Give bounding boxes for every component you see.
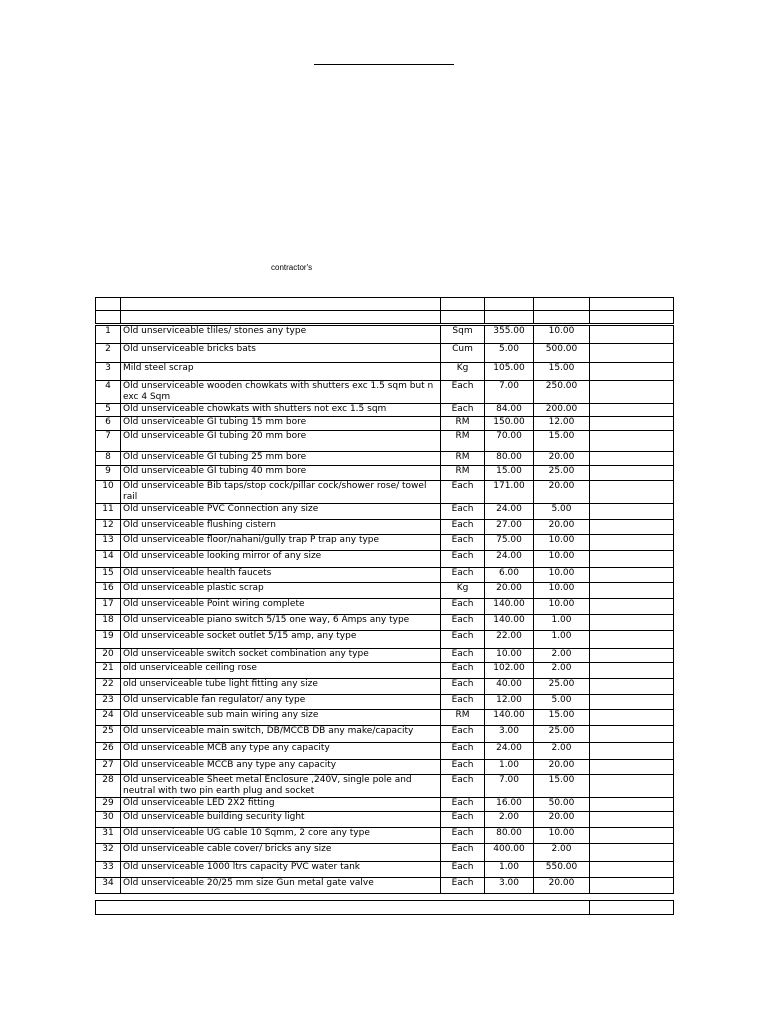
cell-qty: 22.00 — [485, 631, 534, 649]
cell-unit: Each — [441, 862, 485, 878]
cell-description: Old unserviceable floor/nahani/gully trap P trap any type — [121, 535, 441, 551]
header2-cell — [485, 311, 534, 325]
cell-sn: 20 — [96, 649, 121, 663]
table-row — [96, 481, 674, 504]
cell-unit: Each — [441, 520, 485, 535]
header-cell-unit — [441, 298, 485, 311]
header-cell-rate — [534, 298, 590, 311]
table-row — [96, 710, 674, 726]
table-row — [96, 615, 674, 631]
cell-amount — [590, 862, 674, 878]
cell-amount — [590, 649, 674, 663]
table-row — [96, 381, 674, 404]
schedule-table — [95, 297, 674, 894]
cell-unit: Each — [441, 663, 485, 679]
cell-qty: 171.00 — [485, 481, 534, 504]
cell-amount — [590, 535, 674, 551]
cell-amount — [590, 520, 674, 535]
cell-description: Old unserviceable MCB any type any capacity — [121, 743, 441, 760]
cell-qty: 16.00 — [485, 798, 534, 812]
cell-amount — [590, 679, 674, 695]
table-row — [96, 663, 674, 679]
cell-description: Old unserviceable GI tubing 20 mm bore — [121, 431, 441, 452]
cell-qty: 105.00 — [485, 363, 534, 381]
cell-unit: Each — [441, 568, 485, 583]
cell-qty: 20.00 — [485, 583, 534, 599]
cell-description: Old unserviceable tliles/ stones any type — [121, 325, 441, 344]
cell-qty: 10.00 — [485, 649, 534, 663]
cell-qty: 80.00 — [485, 452, 534, 466]
cell-description: Old unserviceable GI tubing 25 mm bore — [121, 452, 441, 466]
cell-amount — [590, 663, 674, 679]
cell-qty: 400.00 — [485, 844, 534, 862]
cell-rate: 10.00 — [534, 583, 590, 599]
table-row — [96, 504, 674, 520]
cell-amount — [590, 404, 674, 417]
cell-description: Mild steel scrap — [121, 363, 441, 381]
cell-description: Old unserviceable Point wiring complete — [121, 599, 441, 615]
cell-qty: 140.00 — [485, 615, 534, 631]
table-row — [96, 583, 674, 599]
cell-description: Old unserviceable health faucets — [121, 568, 441, 583]
cell-qty: 2.00 — [485, 812, 534, 828]
cell-qty: 12.00 — [485, 695, 534, 710]
cell-unit: Each — [441, 798, 485, 812]
cell-unit: RM — [441, 431, 485, 452]
cell-description: Old unserviceable looking mirror of any size — [121, 551, 441, 568]
cell-sn: 14 — [96, 551, 121, 568]
cell-unit: Each — [441, 481, 485, 504]
cell-qty: 6.00 — [485, 568, 534, 583]
cell-unit: Each — [441, 844, 485, 862]
cell-sn: 3 — [96, 363, 121, 381]
total-amount-cell — [590, 901, 674, 915]
cell-description: Old unserviceable wooden chowkats with shutters exc 1.5 sqm but n exc 4 Sqm — [121, 381, 441, 404]
table-row — [96, 431, 674, 452]
cell-description: Old unserviceable GI tubing 15 mm bore — [121, 417, 441, 431]
cell-rate: 20.00 — [534, 452, 590, 466]
cell-unit: Each — [441, 812, 485, 828]
cell-amount — [590, 452, 674, 466]
cell-description: Old unserviceable cable cover/ bricks any size — [121, 844, 441, 862]
cell-sn: 26 — [96, 743, 121, 760]
cell-rate: 5.00 — [534, 504, 590, 520]
cell-description: Old unserviceable flushing cistern — [121, 520, 441, 535]
table-row — [96, 417, 674, 431]
cell-description: Old unserviceable chowkats with shutters not exc 1.5 sqm — [121, 404, 441, 417]
cell-unit: Each — [441, 535, 485, 551]
cell-unit: RM — [441, 466, 485, 481]
title-underline — [314, 64, 454, 65]
cell-rate: 1.00 — [534, 615, 590, 631]
cell-sn: 7 — [96, 431, 121, 452]
cell-rate: 2.00 — [534, 844, 590, 862]
cell-sn: 30 — [96, 812, 121, 828]
header-cell-amount — [590, 298, 674, 311]
cell-sn: 18 — [96, 615, 121, 631]
cell-unit: Each — [441, 381, 485, 404]
cell-amount — [590, 615, 674, 631]
cell-qty: 5.00 — [485, 344, 534, 363]
cell-unit: RM — [441, 710, 485, 726]
cell-unit: Kg — [441, 363, 485, 381]
cell-description: Old unserviceable sub main wiring any size — [121, 710, 441, 726]
cell-unit: Sqm — [441, 325, 485, 344]
cell-unit: Each — [441, 695, 485, 710]
cell-sn: 22 — [96, 679, 121, 695]
cell-description: Old unserviceable UG cable 10 Sqmm, 2 core any type — [121, 828, 441, 844]
cell-unit: Each — [441, 649, 485, 663]
cell-rate: 25.00 — [534, 679, 590, 695]
cell-description: old unserviceable ceiling rose — [121, 663, 441, 679]
cell-description: Old unserviceable MCCB any type any capacity — [121, 760, 441, 775]
cell-qty: 3.00 — [485, 726, 534, 743]
header2-cell — [121, 311, 441, 325]
cell-sn: 10 — [96, 481, 121, 504]
cell-description: old unserviceable tube light fitting any size — [121, 679, 441, 695]
cell-amount — [590, 844, 674, 862]
table-row — [96, 726, 674, 743]
cell-sn: 8 — [96, 452, 121, 466]
table-row — [96, 404, 674, 417]
cell-qty: 1.00 — [485, 862, 534, 878]
table-row — [96, 775, 674, 798]
header-cell-qty — [485, 298, 534, 311]
cell-description: Old unserviceable GI tubing 40 mm bore — [121, 466, 441, 481]
cell-unit: Each — [441, 599, 485, 615]
cell-unit: Each — [441, 775, 485, 798]
cell-qty: 70.00 — [485, 431, 534, 452]
cell-qty: 75.00 — [485, 535, 534, 551]
cell-qty: 24.00 — [485, 504, 534, 520]
cell-rate: 550.00 — [534, 862, 590, 878]
cell-unit: Kg — [441, 583, 485, 599]
cell-qty: 355.00 — [485, 325, 534, 344]
cell-rate: 5.00 — [534, 695, 590, 710]
cell-description: Old unserviceable LED 2X2 fitting — [121, 798, 441, 812]
total-label-cell — [96, 901, 590, 915]
cell-description: Old unserviceable switch socket combination any type — [121, 649, 441, 663]
contractor-note: contractor's — [271, 263, 313, 272]
cell-description: Old unserviceable socket outlet 5/15 amp, any type — [121, 631, 441, 649]
cell-unit: Each — [441, 726, 485, 743]
cell-qty: 24.00 — [485, 743, 534, 760]
cell-qty: 1.00 — [485, 760, 534, 775]
cell-sn: 28 — [96, 775, 121, 798]
cell-rate: 25.00 — [534, 466, 590, 481]
cell-qty: 84.00 — [485, 404, 534, 417]
cell-description: Old unservicable fan regulator/ any type — [121, 695, 441, 710]
cell-sn: 21 — [96, 663, 121, 679]
cell-description: Old unserviceable 1000 ltrs capacity PVC water tank — [121, 862, 441, 878]
cell-description: Old unserviceable Bib taps/stop cock/pillar cock/shower rose/ towel rail — [121, 481, 441, 504]
cell-unit: Each — [441, 615, 485, 631]
cell-rate: 10.00 — [534, 325, 590, 344]
cell-amount — [590, 504, 674, 520]
cell-sn: 17 — [96, 599, 121, 615]
cell-rate: 20.00 — [534, 760, 590, 775]
cell-amount — [590, 481, 674, 504]
cell-sn: 34 — [96, 878, 121, 894]
cell-rate: 1.00 — [534, 631, 590, 649]
cell-rate: 2.00 — [534, 663, 590, 679]
cell-rate: 20.00 — [534, 878, 590, 894]
table-row — [96, 695, 674, 710]
table-row — [96, 649, 674, 663]
cell-description: Old unserviceable main switch, DB/MCCB DB any make/capacity — [121, 726, 441, 743]
cell-unit: RM — [441, 452, 485, 466]
cell-unit: Each — [441, 679, 485, 695]
cell-sn: 32 — [96, 844, 121, 862]
cell-amount — [590, 760, 674, 775]
cell-rate: 10.00 — [534, 568, 590, 583]
header2-cell — [441, 311, 485, 325]
table-row — [96, 828, 674, 844]
cell-unit: Each — [441, 743, 485, 760]
cell-amount — [590, 775, 674, 798]
cell-amount — [590, 599, 674, 615]
table-row — [96, 535, 674, 551]
cell-description: Old unserviceable plastic scrap — [121, 583, 441, 599]
cell-sn: 9 — [96, 466, 121, 481]
cell-amount — [590, 466, 674, 481]
cell-unit: Each — [441, 504, 485, 520]
cell-sn: 6 — [96, 417, 121, 431]
cell-amount — [590, 726, 674, 743]
cell-amount — [590, 710, 674, 726]
table-row — [96, 679, 674, 695]
cell-description: Old unserviceable piano switch 5/15 one way, 6 Amps any type — [121, 615, 441, 631]
cell-rate: 15.00 — [534, 710, 590, 726]
cell-amount — [590, 828, 674, 844]
cell-rate: 2.00 — [534, 649, 590, 663]
cell-unit: Each — [441, 551, 485, 568]
table-row — [96, 878, 674, 894]
cell-rate: 20.00 — [534, 812, 590, 828]
cell-sn: 29 — [96, 798, 121, 812]
cell-unit: Each — [441, 404, 485, 417]
cell-rate: 2.00 — [534, 743, 590, 760]
cell-description: Old unserviceable 20/25 mm size Gun metal gate valve — [121, 878, 441, 894]
cell-rate: 12.00 — [534, 417, 590, 431]
header-row — [96, 298, 674, 311]
header-row-2 — [96, 311, 674, 325]
cell-amount — [590, 344, 674, 363]
table-row — [96, 798, 674, 812]
table-row — [96, 743, 674, 760]
cell-qty: 150.00 — [485, 417, 534, 431]
table-row — [96, 520, 674, 535]
cell-qty: 140.00 — [485, 710, 534, 726]
cell-amount — [590, 743, 674, 760]
header2-cell — [590, 311, 674, 325]
cell-rate: 15.00 — [534, 363, 590, 381]
table-row — [96, 325, 674, 344]
cell-unit: Cum — [441, 344, 485, 363]
cell-qty: 7.00 — [485, 775, 534, 798]
table-row — [96, 599, 674, 615]
cell-rate: 10.00 — [534, 535, 590, 551]
cell-rate: 15.00 — [534, 431, 590, 452]
cell-sn: 33 — [96, 862, 121, 878]
cell-sn: 13 — [96, 535, 121, 551]
cell-unit: Each — [441, 878, 485, 894]
cell-sn: 5 — [96, 404, 121, 417]
cell-rate: 10.00 — [534, 599, 590, 615]
cell-qty: 27.00 — [485, 520, 534, 535]
header2-cell — [96, 311, 121, 325]
cell-amount — [590, 363, 674, 381]
header-cell-sn — [96, 298, 121, 311]
total-row — [96, 901, 674, 915]
cell-qty: 140.00 — [485, 599, 534, 615]
cell-sn: 15 — [96, 568, 121, 583]
cell-description: Old unserviceable PVC Connection any size — [121, 504, 441, 520]
cell-unit: Each — [441, 760, 485, 775]
cell-qty: 7.00 — [485, 381, 534, 404]
cell-qty: 40.00 — [485, 679, 534, 695]
cell-rate: 15.00 — [534, 775, 590, 798]
cell-sn: 4 — [96, 381, 121, 404]
cell-rate: 20.00 — [534, 481, 590, 504]
cell-amount — [590, 878, 674, 894]
total-row-table — [95, 900, 674, 915]
cell-amount — [590, 568, 674, 583]
cell-rate: 25.00 — [534, 726, 590, 743]
cell-amount — [590, 631, 674, 649]
cell-description: Old unserviceable Sheet metal Enclosure ,240V, single pole and neutral with two pin earth plug and socket — [121, 775, 441, 798]
cell-amount — [590, 325, 674, 344]
table-row — [96, 363, 674, 381]
cell-amount — [590, 381, 674, 404]
table-row — [96, 551, 674, 568]
cell-rate: 50.00 — [534, 798, 590, 812]
cell-sn: 1 — [96, 325, 121, 344]
cell-rate: 500.00 — [534, 344, 590, 363]
cell-unit: RM — [441, 417, 485, 431]
cell-rate: 10.00 — [534, 828, 590, 844]
schedule-body — [96, 298, 674, 894]
cell-qty: 24.00 — [485, 551, 534, 568]
cell-sn: 27 — [96, 760, 121, 775]
cell-sn: 24 — [96, 710, 121, 726]
header-cell-description — [121, 298, 441, 311]
cell-amount — [590, 812, 674, 828]
cell-sn: 11 — [96, 504, 121, 520]
table-row — [96, 631, 674, 649]
cell-sn: 2 — [96, 344, 121, 363]
table-row — [96, 452, 674, 466]
table-row — [96, 862, 674, 878]
cell-sn: 19 — [96, 631, 121, 649]
table-row — [96, 844, 674, 862]
cell-qty: 15.00 — [485, 466, 534, 481]
cell-amount — [590, 431, 674, 452]
cell-sn: 16 — [96, 583, 121, 599]
cell-description: Old unserviceable building security light — [121, 812, 441, 828]
cell-description: Old unserviceable bricks bats — [121, 344, 441, 363]
table-row — [96, 344, 674, 363]
cell-sn: 25 — [96, 726, 121, 743]
cell-unit: Each — [441, 631, 485, 649]
cell-qty: 102.00 — [485, 663, 534, 679]
cell-qty: 80.00 — [485, 828, 534, 844]
cell-amount — [590, 417, 674, 431]
cell-unit: Each — [441, 828, 485, 844]
table-row — [96, 466, 674, 481]
table-row — [96, 568, 674, 583]
table-row — [96, 812, 674, 828]
cell-amount — [590, 798, 674, 812]
cell-rate: 20.00 — [534, 520, 590, 535]
cell-sn: 31 — [96, 828, 121, 844]
cell-amount — [590, 695, 674, 710]
cell-qty: 3.00 — [485, 878, 534, 894]
cell-sn: 12 — [96, 520, 121, 535]
cell-rate: 10.00 — [534, 551, 590, 568]
header2-cell — [534, 311, 590, 325]
cell-rate: 200.00 — [534, 404, 590, 417]
cell-sn: 23 — [96, 695, 121, 710]
cell-amount — [590, 583, 674, 599]
table-row — [96, 760, 674, 775]
cell-amount — [590, 551, 674, 568]
cell-rate: 250.00 — [534, 381, 590, 404]
